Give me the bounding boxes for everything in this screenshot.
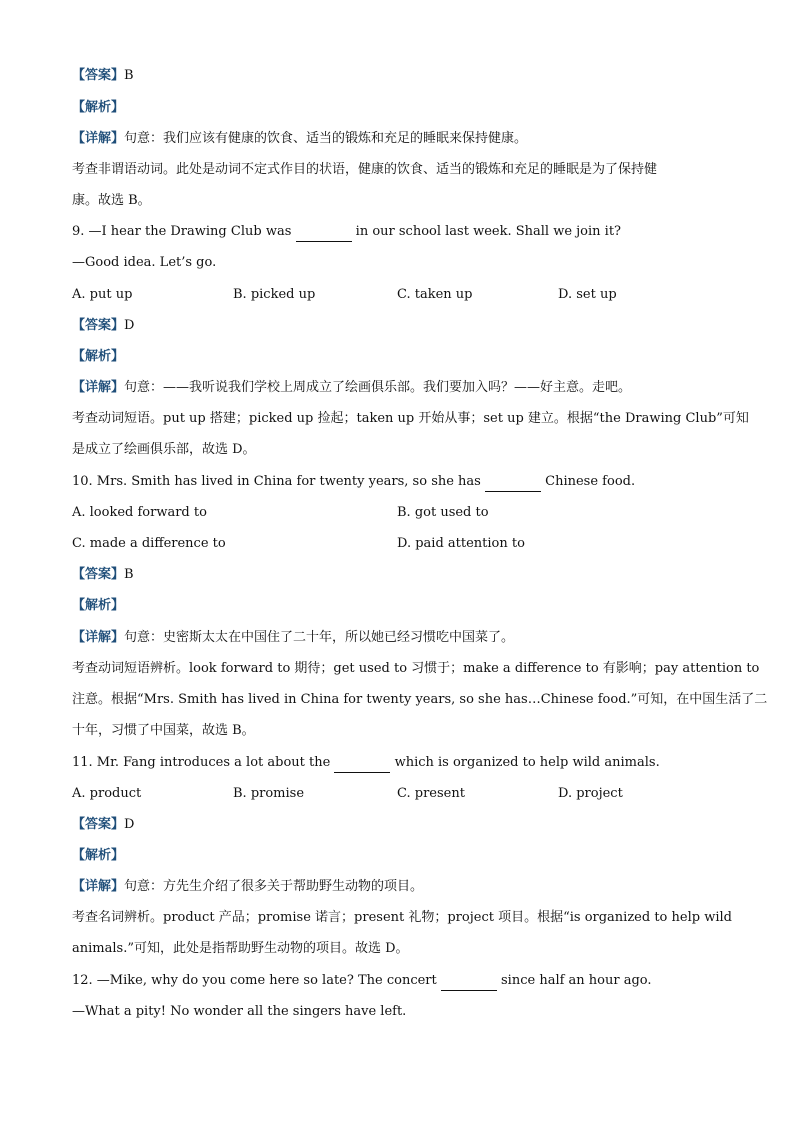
answer-value: D — [124, 817, 135, 832]
option-b: B. promise — [233, 786, 305, 801]
detail-text: 句意：我们应该有健康的饮食、适当的锻炼和充足的睡眠来保持健康。 — [124, 131, 528, 146]
question-stem — [72, 223, 621, 242]
detail-label: 【详解】 — [72, 879, 125, 894]
option-c: C. present — [397, 786, 465, 801]
detail-line — [72, 878, 423, 896]
detail-label: 【详解】 — [72, 131, 125, 146]
explanation-line: 十年，习惯了中国菜，故选 B。 — [72, 723, 255, 738]
answer-value: D — [124, 318, 135, 333]
option-c: C. made a difference to — [72, 536, 226, 551]
answer-blank — [485, 473, 541, 492]
explanation-line: 考查动词短语。put up 搭建；picked up 捡起；taken up 开始从事；set up 建立。根据“the Drawing Club”可知 — [72, 411, 749, 426]
explanation-line: 康。故选 B。 — [72, 193, 151, 208]
answer-line — [72, 67, 134, 85]
detail-label: 【详解】 — [72, 630, 125, 645]
option-a: A. product — [72, 786, 142, 801]
analysis-label: 【解析】 — [72, 848, 125, 863]
dialogue-reply: —Good idea. Let’s go. — [72, 255, 217, 270]
answer-line — [72, 317, 134, 335]
answer-blank — [441, 972, 497, 991]
question-stem — [72, 754, 660, 773]
question-stem-part: Chinese food. — [545, 474, 636, 489]
answer-value: B — [124, 68, 134, 83]
answer-blank — [334, 754, 390, 773]
detail-text: 句意：方先生介绍了很多关于帮助野生动物的项目。 — [124, 879, 424, 894]
explanation-line: 考查动词短语辨析。look forward to 期待；get used to 习惯于；make a difference to 有影响；pay attention to — [72, 661, 760, 676]
analysis-line — [72, 99, 124, 117]
detail-line — [72, 379, 631, 397]
explanation-line: 注意。根据“Mrs. Smith has lived in China for twenty years, so she has…Chinese food.”可知，在中国生活了二 — [72, 692, 768, 707]
option-d: D. project — [558, 786, 623, 801]
explanation-line: 是成立了绘画俱乐部，故选 D。 — [72, 442, 256, 457]
option-c: C. taken up — [397, 287, 473, 302]
explanation-line: 考查非谓语动词。此处是动词不定式作目的状语，健康的饮食、适当的锻炼和充足的睡眠是为了保持健 — [72, 162, 658, 177]
answer-line — [72, 566, 134, 584]
option-b: B. got used to — [397, 505, 489, 520]
detail-text: 句意：史密斯太太在中国住了二十年，所以她已经习惯吃中国菜了。 — [124, 630, 515, 645]
question-stem-part: since half an hour ago. — [501, 973, 652, 988]
question-stem-part: 12. —Mike, why do you come here so late? The concert — [72, 973, 437, 988]
option-d: D. paid attention to — [397, 536, 525, 551]
analysis-label: 【解析】 — [72, 100, 125, 115]
option-a: A. put up — [72, 287, 133, 302]
option-b: B. picked up — [233, 287, 316, 302]
analysis-label: 【解析】 — [72, 349, 125, 364]
question-stem-part: in our school last week. Shall we join it? — [355, 224, 622, 239]
answer-label: 【答案】 — [72, 68, 125, 83]
analysis-line — [72, 348, 124, 366]
analysis-label: 【解析】 — [72, 598, 125, 613]
question-stem — [72, 972, 652, 991]
detail-line — [72, 130, 527, 148]
analysis-line — [72, 597, 124, 615]
detail-line — [72, 629, 514, 647]
explanation-line: 考查名词辨析。product 产品；promise 诺言；present 礼物；project 项目。根据“is organized to help wild — [72, 910, 732, 925]
answer-value: B — [124, 567, 134, 582]
option-a: A. looked forward to — [72, 505, 207, 520]
detail-label: 【详解】 — [72, 380, 125, 395]
answer-label: 【答案】 — [72, 567, 125, 582]
answer-blank — [296, 223, 352, 242]
question-stem-part: 11. Mr. Fang introduces a lot about the — [72, 755, 331, 770]
answer-label: 【答案】 — [72, 318, 125, 333]
question-stem-part: 9. —I hear the Drawing Club was — [72, 224, 292, 239]
question-stem — [72, 473, 635, 492]
detail-text: 句意：——我听说我们学校上周成立了绘画俱乐部。我们要加入吗？——好主意。走吧。 — [124, 380, 632, 395]
question-stem-part: 10. Mrs. Smith has lived in China for twenty years, so she has — [72, 474, 481, 489]
option-d: D. set up — [558, 287, 617, 302]
question-stem-part: which is organized to help wild animals. — [394, 755, 660, 770]
answer-line — [72, 816, 134, 834]
analysis-line — [72, 847, 124, 865]
answer-label: 【答案】 — [72, 817, 125, 832]
explanation-line: animals.”可知，此处是指帮助野生动物的项目。故选 D。 — [72, 941, 409, 956]
dialogue-reply: —What a pity! No wonder all the singers have left. — [72, 1004, 407, 1019]
